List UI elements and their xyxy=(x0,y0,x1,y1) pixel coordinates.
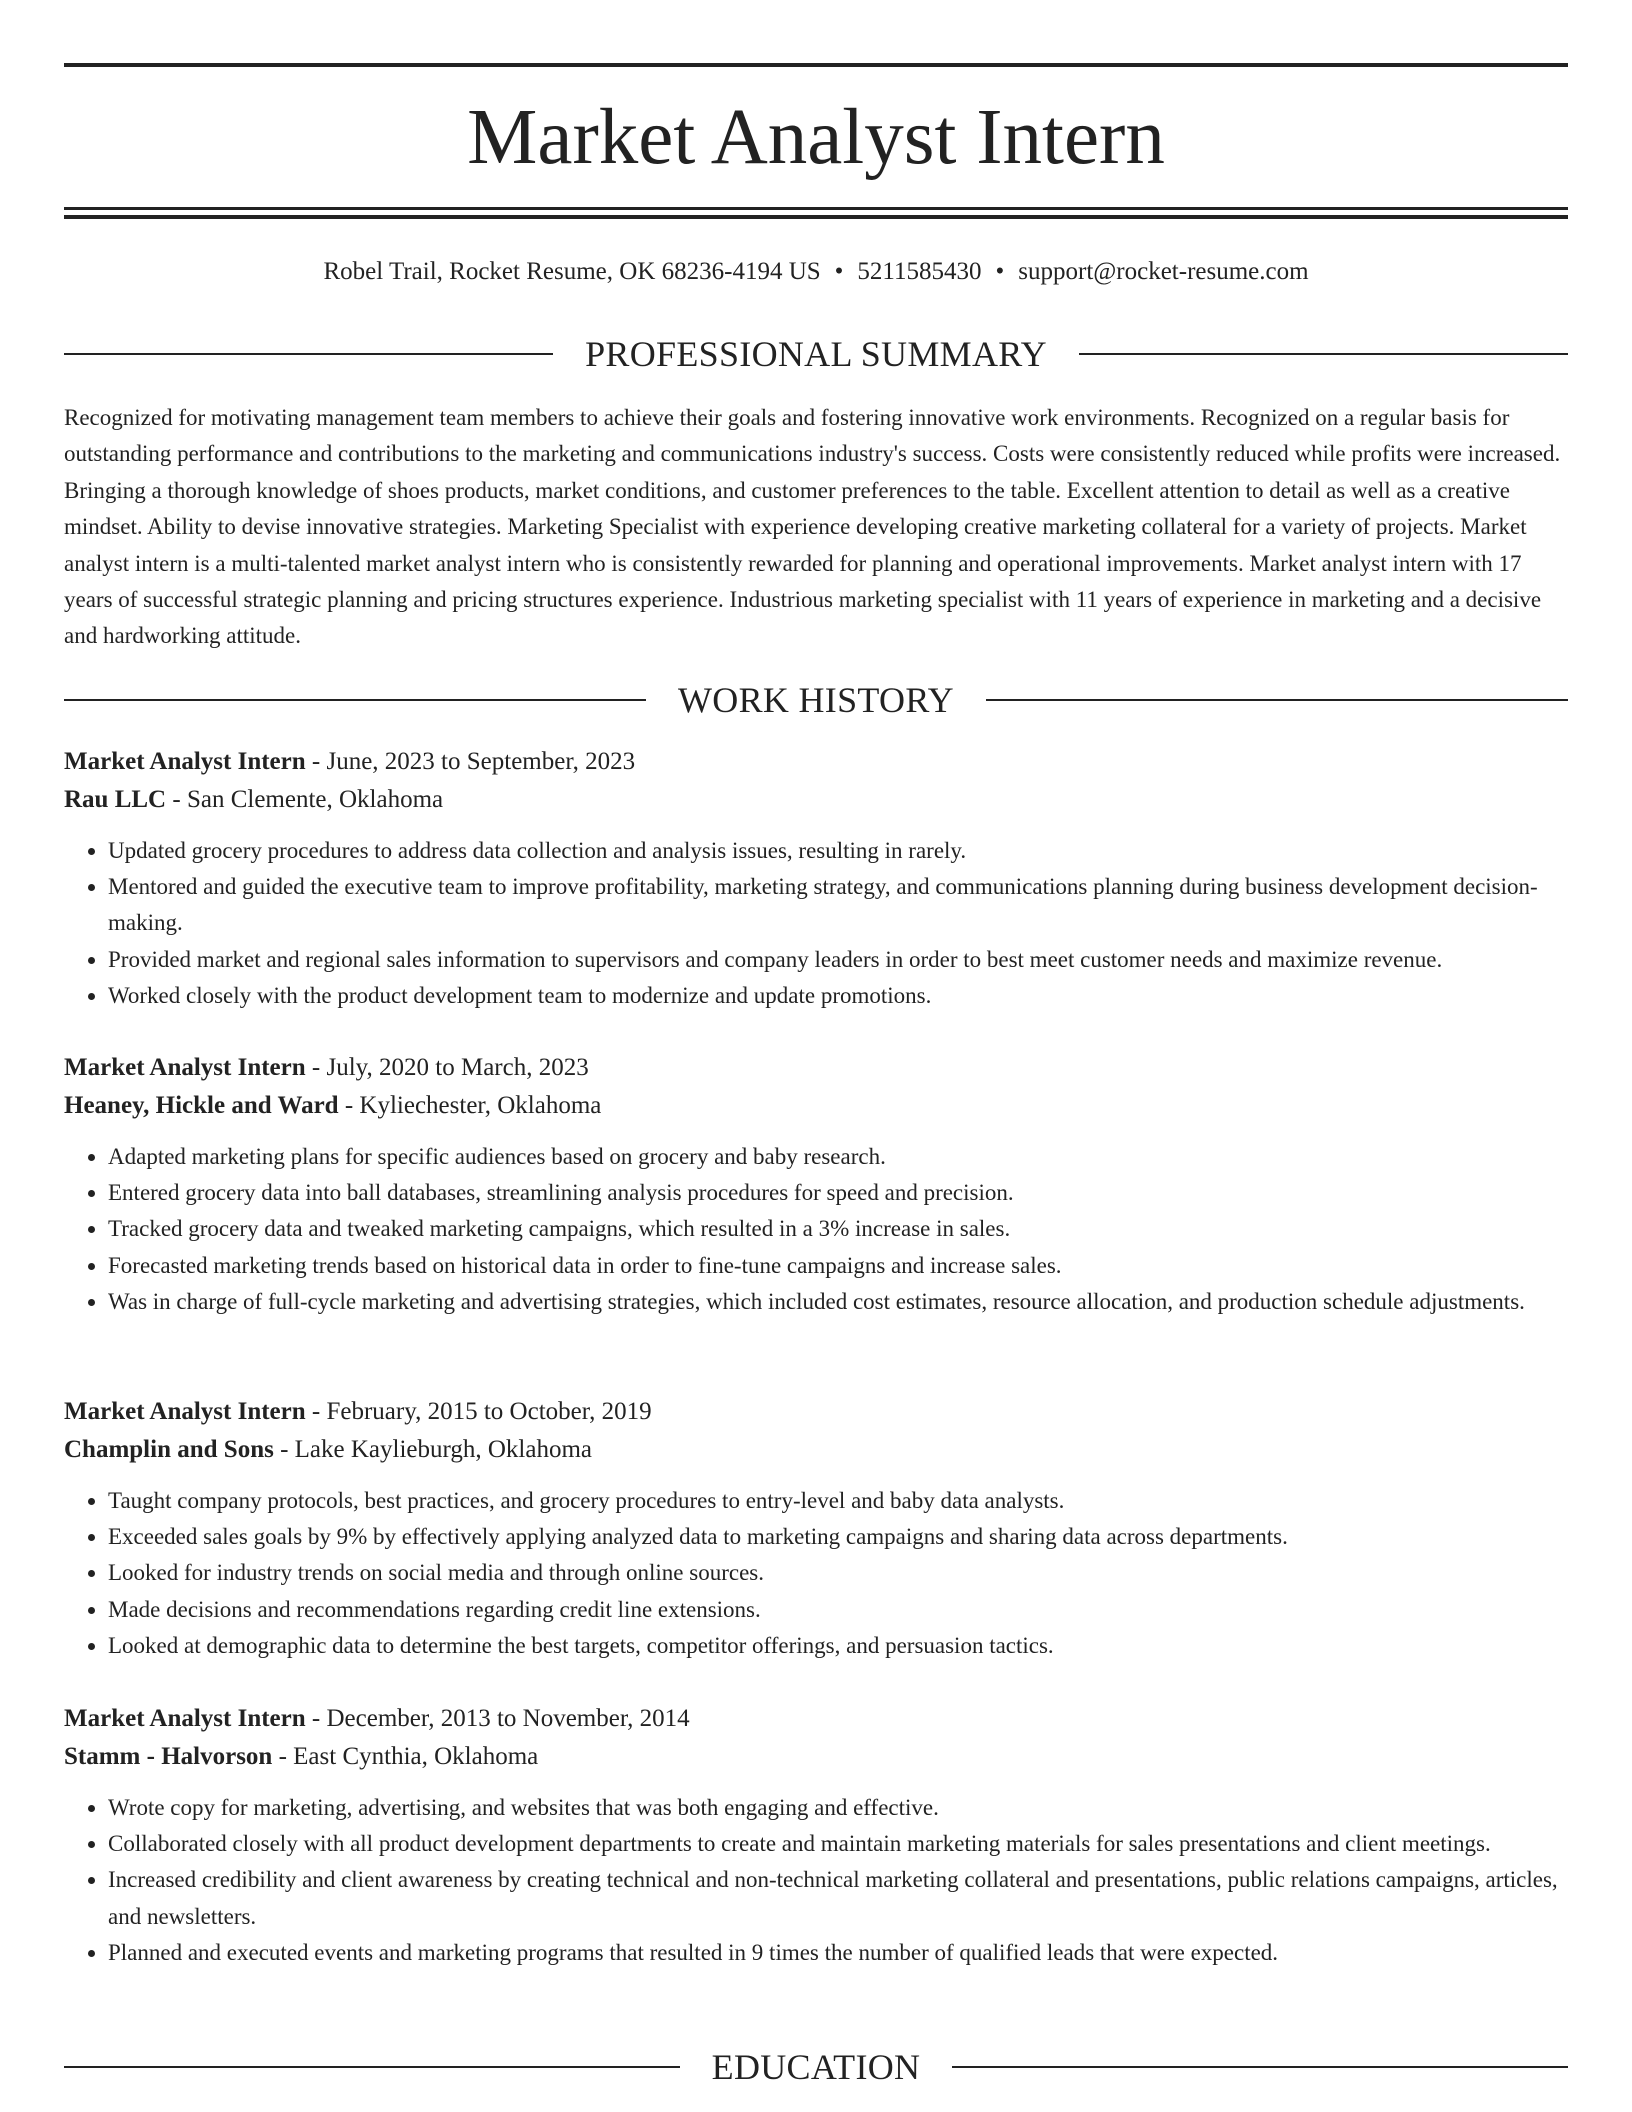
job-dates: - December, 2013 to November, 2014 xyxy=(311,1705,690,1732)
section-title: PROFESSIONAL SUMMARY xyxy=(585,334,1047,374)
title-rule-upper xyxy=(64,207,1568,210)
section-rule-right xyxy=(952,2066,1568,2068)
job-entry xyxy=(64,1700,1568,1971)
contact-separator: • xyxy=(995,258,1005,285)
job-bullet: • Adapted marketing plans for specific audiences based on grocery and baby research. xyxy=(108,1139,1568,1175)
job-role: Market Analyst Intern xyxy=(64,1398,306,1425)
section-rule-right xyxy=(986,699,1568,701)
job-bullet: • Exceeded sales goals by 9% by effectively applying analyzed data to marketing campaigns and sharing data across departments. xyxy=(108,1519,1568,1555)
job-bullets xyxy=(64,1483,1568,1664)
section-title: WORK HISTORY xyxy=(678,680,954,720)
job-bullet: • Taught company protocols, best practices, and grocery procedures to entry-level and baby data analysts. xyxy=(108,1483,1568,1519)
job-company: Rau LLC xyxy=(64,786,167,813)
section-title: EDUCATION xyxy=(711,2047,921,2087)
job-bullet: • Looked at demographic data to determine the best targets, competitor offerings, and persuasion tactics. xyxy=(108,1628,1568,1664)
section-rule-left xyxy=(64,699,646,701)
contact-separator: • xyxy=(834,258,844,285)
job-bullet: • Provided market and regional sales information to supervisors and company leaders in order to best meet customer needs and maximize revenue. xyxy=(108,942,1568,978)
contact-phone: 5211585430 xyxy=(857,258,982,285)
job-bullet: • Forecasted marketing trends based on historical data in order to fine-tune campaigns and increase sales. xyxy=(108,1248,1568,1284)
job-company-line xyxy=(64,1738,1568,1776)
job-bullet: • Looked for industry trends on social media and through online sources. xyxy=(108,1555,1568,1591)
job-dates: - February, 2015 to October, 2019 xyxy=(311,1398,652,1425)
section-heading-education xyxy=(64,2045,1568,2089)
job-bullet: • Planned and executed events and marketing programs that resulted in 9 times the number of qualified leads that were expected. xyxy=(108,1935,1568,1971)
contact-email: support@rocket-resume.com xyxy=(1018,258,1309,285)
job-entry xyxy=(64,1049,1568,1320)
job-company: Stamm - Halvorson xyxy=(64,1743,273,1770)
job-role-line xyxy=(64,743,1568,781)
job-role-line xyxy=(64,1393,1568,1431)
section-heading-summary xyxy=(64,332,1568,376)
job-dates: - June, 2023 to September, 2023 xyxy=(311,748,636,775)
job-location: - Lake Kaylieburgh, Oklahoma xyxy=(280,1436,593,1463)
job-role: Market Analyst Intern xyxy=(64,748,306,775)
job-bullet: • Mentored and guided the executive team to improve profitability, marketing strategy, and communications planning during business development decision-making. xyxy=(108,869,1568,941)
job-entry xyxy=(64,743,1568,1014)
job-bullet: • Made decisions and recommendations regarding credit line extensions. xyxy=(108,1592,1568,1628)
job-bullet: • Updated grocery procedures to address data collection and analysis issues, resulting in rarely. xyxy=(108,833,1568,869)
section-rule-right xyxy=(1079,353,1568,355)
job-bullet: • Collaborated closely with all product development departments to create and maintain marketing materials for sales presentations and client meetings. xyxy=(108,1826,1568,1862)
job-bullet: • Wrote copy for marketing, advertising, and websites that was both engaging and effective. xyxy=(108,1790,1568,1826)
job-bullet: • Was in charge of full-cycle marketing and advertising strategies, which included cost estimates, resource allocation, and production schedule adjustments. xyxy=(108,1284,1568,1320)
contact-address: Robel Trail, Rocket Resume, OK 68236-4194 US xyxy=(323,258,821,285)
job-company-line xyxy=(64,1087,1568,1125)
job-location: - Kyliechester, Oklahoma xyxy=(344,1092,602,1119)
job-company-line xyxy=(64,1431,1568,1469)
job-location: - East Cynthia, Oklahoma xyxy=(278,1743,539,1770)
job-role-line xyxy=(64,1700,1568,1738)
summary-text: Recognized for motivating management team members to achieve their goals and fostering innovative work environments. Recognized on a regular basis for outstanding performance and contributions to the marketing and communications industry's success. Costs were consistently reduced while profits were increased. Bringing a thorough knowledge of shoes products, market conditions, and customer preferences to the table. Excellent attention to detail as well as a creative mindset. Ability to devise innovative strategies. Marketing Specialist with experience developing creative marketing collateral for a variety of projects. Market analyst intern is a multi-talented market analyst intern who is consistently rewarded for planning and operational improvements. Market analyst intern with 17 years of successful strategic planning and pricing structures experience. Industrious marketing specialist with 11 years of experience in marketing and a decisive and hardworking attitude. xyxy=(64,405,1561,649)
resume-title: Market Analyst Intern xyxy=(467,94,1165,181)
job-entry xyxy=(64,1393,1568,1664)
job-bullet: • Tracked grocery data and tweaked marketing campaigns, which resulted in a 3% increase in sales. xyxy=(108,1211,1568,1247)
job-role-line xyxy=(64,1049,1568,1087)
job-bullet: • Worked closely with the product development team to modernize and update promotions. xyxy=(108,978,1568,1014)
job-bullets xyxy=(64,1139,1568,1320)
job-dates: - July, 2020 to March, 2023 xyxy=(311,1054,589,1081)
contact-line xyxy=(64,254,1568,290)
job-role: Market Analyst Intern xyxy=(64,1054,306,1081)
job-bullets xyxy=(64,1790,1568,1971)
section-rule-left xyxy=(64,353,553,355)
job-bullet: • Entered grocery data into ball databases, streamlining analysis procedures for speed and precision. xyxy=(108,1175,1568,1211)
job-location: - San Clemente, Oklahoma xyxy=(172,786,444,813)
job-company-line xyxy=(64,781,1568,819)
job-role: Market Analyst Intern xyxy=(64,1705,306,1732)
section-rule-left xyxy=(64,2066,680,2068)
job-company: Champlin and Sons xyxy=(64,1436,274,1463)
job-bullet: • Increased credibility and client awareness by creating technical and non-technical marketing collateral and presentations, public relations campaigns, articles, and newsletters. xyxy=(108,1862,1568,1934)
top-rule xyxy=(64,63,1568,67)
job-bullets xyxy=(64,833,1568,1014)
title-rule-lower xyxy=(64,215,1568,219)
job-company: Heaney, Hickle and Ward xyxy=(64,1092,339,1119)
section-heading-work-history xyxy=(64,678,1568,722)
